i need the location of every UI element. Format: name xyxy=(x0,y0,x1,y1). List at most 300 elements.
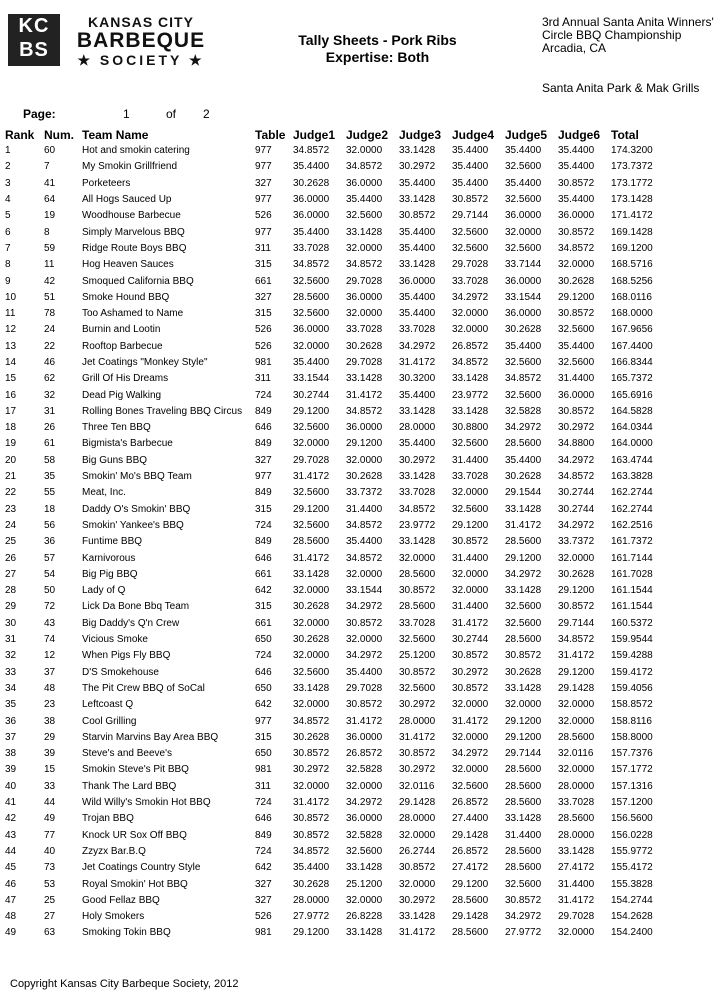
table-cell: 311 xyxy=(255,373,271,385)
total-cell: 159.4056 xyxy=(611,682,653,694)
judge1-cell: 34.8572 xyxy=(293,715,330,727)
venue-name: Santa Anita Park & Mak Grills xyxy=(542,81,700,95)
judge5-cell: 34.2972 xyxy=(505,568,542,580)
table-cell: 661 xyxy=(255,568,272,580)
page-total: 2 xyxy=(203,107,210,121)
judge5-cell: 28.5600 xyxy=(505,634,542,646)
judge3-cell: 30.2972 xyxy=(399,454,436,466)
judge4-cell: 31.4400 xyxy=(452,454,489,466)
judge1-cell: 32.5600 xyxy=(293,666,330,678)
team-name-cell: Rolling Bones Traveling BBQ Circus xyxy=(82,405,243,417)
rank-cell: 48 xyxy=(5,911,17,923)
judge6-cell: 35.4400 xyxy=(558,340,595,352)
judge3-cell: 35.4400 xyxy=(399,438,436,450)
judge3-cell: 29.1428 xyxy=(399,797,436,809)
judge6-cell: 36.0000 xyxy=(558,210,595,222)
team-number-cell: 46 xyxy=(44,357,56,368)
team-number-cell: 44 xyxy=(44,797,56,809)
rank-cell: 17 xyxy=(5,405,17,417)
judge4-cell: 31.4172 xyxy=(452,617,489,629)
judge1-cell: 36.0000 xyxy=(293,194,330,206)
table-cell: 977 xyxy=(255,226,272,238)
judge5-cell: 34.2972 xyxy=(505,911,542,923)
total-cell: 158.8000 xyxy=(611,731,653,743)
judge5-cell: 28.5600 xyxy=(505,862,542,874)
judge1-cell: 32.5600 xyxy=(293,422,330,434)
judge2-cell: 29.7028 xyxy=(346,682,383,694)
team-number-cell: 38 xyxy=(44,715,56,727)
team-name-cell: Smoking Tokin BBQ xyxy=(82,927,171,939)
table-cell: 724 xyxy=(255,519,272,531)
judge4-cell: 32.5600 xyxy=(452,226,489,238)
column-header: Table xyxy=(255,127,286,142)
judge1-cell: 32.0000 xyxy=(293,780,330,792)
team-name-cell: Ridge Route Boys BBQ xyxy=(82,242,187,254)
rank-cell: 12 xyxy=(5,324,17,336)
team-name-cell: Good Fellaz BBQ xyxy=(82,894,160,906)
table-cell: 724 xyxy=(255,389,272,401)
judge4-cell: 29.1428 xyxy=(452,829,489,841)
judge6-cell: 35.4400 xyxy=(558,194,595,206)
judge1-cell: 30.8572 xyxy=(293,829,330,841)
table-body xyxy=(5,143,671,942)
judge2-cell: 33.1428 xyxy=(346,927,383,939)
judge3-cell: 30.8572 xyxy=(399,862,436,874)
team-name-cell: D'S Smokehouse xyxy=(82,666,159,678)
table-row xyxy=(5,681,671,697)
total-cell: 165.6916 xyxy=(611,389,653,401)
judge2-cell: 35.4400 xyxy=(346,666,383,678)
total-cell: 159.4288 xyxy=(611,650,653,662)
judge2-cell: 29.1200 xyxy=(346,438,383,450)
judge6-cell: 32.0000 xyxy=(558,552,595,564)
team-number-cell: 7 xyxy=(44,161,50,173)
judge1-cell: 30.2744 xyxy=(293,389,330,401)
judge2-cell: 36.0000 xyxy=(346,291,383,303)
judge3-cell: 35.4400 xyxy=(399,389,436,401)
judge1-cell: 29.1200 xyxy=(293,927,330,939)
team-number-cell: 12 xyxy=(44,650,56,662)
kcbs-wordmark: KANSAS CITY BARBEQUE ★ SOCIETY ★ xyxy=(76,14,206,68)
judge3-cell: 33.1428 xyxy=(399,911,436,923)
total-cell: 155.4172 xyxy=(611,862,653,874)
judge2-cell: 36.0000 xyxy=(346,422,383,434)
judge6-cell: 30.8572 xyxy=(558,601,595,613)
table-cell: 977 xyxy=(255,471,272,483)
page-of: of xyxy=(166,107,177,121)
table-cell: 849 xyxy=(255,487,272,499)
judge5-cell: 30.8572 xyxy=(505,894,542,906)
table-row xyxy=(5,632,671,648)
judge3-cell: 33.1428 xyxy=(399,405,436,417)
judge4-cell: 33.7028 xyxy=(452,471,489,483)
judge2-cell: 30.8572 xyxy=(346,617,383,629)
judge6-cell: 29.7028 xyxy=(558,911,595,923)
total-cell: 173.1772 xyxy=(611,177,653,189)
rank-cell: 24 xyxy=(5,519,17,531)
team-name-cell: Jet Coatings Country Style xyxy=(82,862,201,874)
judge3-cell: 35.4400 xyxy=(399,242,436,254)
judge2-cell: 30.2628 xyxy=(346,471,383,483)
judge5-cell: 28.5600 xyxy=(505,536,542,548)
rank-cell: 19 xyxy=(5,438,17,450)
rank-cell: 16 xyxy=(5,389,17,401)
table-cell: 646 xyxy=(255,813,272,825)
rank-cell: 22 xyxy=(5,487,17,499)
judge5-cell: 29.1200 xyxy=(505,552,542,564)
table-row xyxy=(5,550,671,566)
judge2-cell: 33.1428 xyxy=(346,373,383,385)
judge4-cell: 27.4172 xyxy=(452,862,489,874)
team-number-cell: 58 xyxy=(44,454,56,466)
team-name-cell: Rooftop Barbecue xyxy=(82,340,163,352)
judge3-cell: 32.0000 xyxy=(399,878,436,890)
judge3-cell: 32.0000 xyxy=(399,829,436,841)
judge3-cell: 36.0000 xyxy=(399,275,436,287)
rank-cell: 40 xyxy=(5,780,17,792)
judge4-cell: 33.1428 xyxy=(452,373,489,385)
judge3-cell: 28.5600 xyxy=(399,601,436,613)
judge5-cell: 28.5600 xyxy=(505,438,542,450)
table-row xyxy=(5,143,671,159)
judge1-cell: 30.2628 xyxy=(293,177,330,189)
judge5-cell: 32.5600 xyxy=(505,601,542,613)
table-row xyxy=(5,648,671,664)
table-cell: 327 xyxy=(255,291,272,303)
table-row xyxy=(5,371,671,387)
judge2-cell: 33.7372 xyxy=(346,487,383,499)
judge6-cell: 33.7372 xyxy=(558,536,595,548)
table-cell: 327 xyxy=(255,878,272,890)
team-name-cell: Holy Smokers xyxy=(82,911,145,923)
judge3-cell: 30.2972 xyxy=(399,764,436,776)
table-row xyxy=(5,420,671,436)
table-row xyxy=(5,257,671,273)
judge4-cell: 30.2972 xyxy=(452,666,489,678)
kcbs-monogram: KC BS xyxy=(8,14,60,66)
judge1-cell: 33.1544 xyxy=(293,373,330,385)
judge2-cell: 33.1544 xyxy=(346,585,383,597)
judge2-cell: 31.4172 xyxy=(346,389,383,401)
judge4-cell: 26.8572 xyxy=(452,797,489,809)
total-cell: 156.5600 xyxy=(611,813,653,825)
team-number-cell: 60 xyxy=(44,145,56,157)
rank-cell: 4 xyxy=(5,194,11,206)
rank-cell: 10 xyxy=(5,291,17,303)
total-cell: 165.7372 xyxy=(611,373,653,385)
judge4-cell: 30.2744 xyxy=(452,634,489,646)
judge6-cell: 28.0000 xyxy=(558,829,595,841)
judge2-cell: 34.2972 xyxy=(346,797,383,809)
judge6-cell: 31.4172 xyxy=(558,650,595,662)
event-info: 3rd Annual Santa Anita Winners' Circle BBQ Championship Arcadia, CA xyxy=(542,15,714,55)
total-cell: 158.8116 xyxy=(611,715,652,727)
rank-cell: 32 xyxy=(5,650,17,662)
total-cell: 161.7144 xyxy=(611,552,653,564)
judge2-cell: 32.0000 xyxy=(346,308,383,320)
judge6-cell: 28.0000 xyxy=(558,780,595,792)
judge6-cell: 34.8800 xyxy=(558,438,595,450)
judge3-cell: 33.7028 xyxy=(399,617,436,629)
column-header: Judge3 xyxy=(399,127,442,142)
table-row xyxy=(5,387,671,403)
judge5-cell: 33.7144 xyxy=(505,259,542,271)
table-row xyxy=(5,795,671,811)
judge6-cell: 32.0116 xyxy=(558,748,594,760)
judge2-cell: 36.0000 xyxy=(346,177,383,189)
judge2-cell: 32.0000 xyxy=(346,454,383,466)
judge3-cell: 30.8572 xyxy=(399,210,436,222)
judge4-cell: 32.0000 xyxy=(452,308,489,320)
judge3-cell: 33.1428 xyxy=(399,145,436,157)
rank-cell: 6 xyxy=(5,226,11,238)
table-cell: 315 xyxy=(255,259,272,271)
rank-cell: 20 xyxy=(5,454,17,466)
team-name-cell: Smokin' Mo's BBQ Team xyxy=(82,471,192,483)
judge4-cell: 34.2972 xyxy=(452,291,489,303)
table-cell: 981 xyxy=(255,764,272,776)
judge2-cell: 31.4400 xyxy=(346,503,383,515)
team-name-cell: My Smokin Grillfriend xyxy=(82,161,178,173)
table-cell: 650 xyxy=(255,682,272,694)
team-name-cell: Lick Da Bone Bbq Team xyxy=(82,601,190,613)
table-cell: 642 xyxy=(255,699,272,711)
team-name-cell: Jet Coatings "Monkey Style" xyxy=(82,357,208,368)
judge1-cell: 32.5600 xyxy=(293,519,330,531)
judge3-cell: 33.1428 xyxy=(399,259,436,271)
judge1-cell: 29.1200 xyxy=(293,405,330,417)
judge3-cell: 35.4400 xyxy=(399,291,436,303)
judge1-cell: 31.4172 xyxy=(293,471,330,483)
rank-cell: 35 xyxy=(5,699,17,711)
total-cell: 171.4172 xyxy=(611,210,653,222)
judge5-cell: 32.0000 xyxy=(505,699,542,711)
judge6-cell: 32.0000 xyxy=(558,259,595,271)
judge5-cell: 31.4172 xyxy=(505,519,542,531)
team-number-cell: 11 xyxy=(44,259,55,271)
judge4-cell: 34.8572 xyxy=(452,357,489,368)
judge3-cell: 34.2972 xyxy=(399,340,436,352)
team-number-cell: 74 xyxy=(44,634,56,646)
table-row xyxy=(5,159,671,175)
judge6-cell: 30.2628 xyxy=(558,568,595,580)
judge5-cell: 28.5600 xyxy=(505,845,542,857)
judge5-cell: 32.5600 xyxy=(505,389,542,401)
column-header: Judge1 xyxy=(293,127,336,142)
judge5-cell: 35.4400 xyxy=(505,177,542,189)
table-cell: 311 xyxy=(255,242,271,254)
table-row xyxy=(5,730,671,746)
judge6-cell: 32.0000 xyxy=(558,927,595,939)
rank-cell: 49 xyxy=(5,927,17,939)
judge6-cell: 29.1200 xyxy=(558,291,595,303)
table-row xyxy=(5,876,671,892)
judge4-cell: 32.0000 xyxy=(452,731,489,743)
column-header: Judge5 xyxy=(505,127,548,142)
rank-cell: 34 xyxy=(5,682,17,694)
judge5-cell: 36.0000 xyxy=(505,275,542,287)
rank-cell: 46 xyxy=(5,878,17,890)
judge2-cell: 26.8572 xyxy=(346,748,383,760)
table-cell: 311 xyxy=(255,780,271,792)
judge4-cell: 32.0000 xyxy=(452,324,489,336)
table-cell: 646 xyxy=(255,666,272,678)
judge5-cell: 36.0000 xyxy=(505,308,542,320)
team-name-cell: Knock UR Sox Off BBQ xyxy=(82,829,187,841)
judge1-cell: 28.5600 xyxy=(293,291,330,303)
judge5-cell: 31.4400 xyxy=(505,829,542,841)
table-cell: 315 xyxy=(255,601,272,613)
table-cell: 724 xyxy=(255,845,272,857)
table-row xyxy=(5,273,671,289)
judge1-cell: 30.2628 xyxy=(293,731,330,743)
rank-cell: 13 xyxy=(5,340,17,352)
judge4-cell: 33.1428 xyxy=(452,405,489,417)
table-cell: 977 xyxy=(255,194,272,206)
team-number-cell: 73 xyxy=(44,862,56,874)
judge4-cell: 30.8572 xyxy=(452,194,489,206)
team-name-cell: Funtime BBQ xyxy=(82,536,143,548)
team-name-cell: Daddy O's Smokin' BBQ xyxy=(82,503,191,515)
total-cell: 161.7028 xyxy=(611,568,653,580)
judge5-cell: 30.2628 xyxy=(505,471,542,483)
team-number-cell: 50 xyxy=(44,585,56,597)
judge5-cell: 29.7144 xyxy=(505,748,542,760)
team-name-cell: Simply Marvelous BBQ xyxy=(82,226,185,238)
judge5-cell: 28.5600 xyxy=(505,780,542,792)
rank-cell: 39 xyxy=(5,764,17,776)
table-row xyxy=(5,534,671,550)
total-cell: 156.0228 xyxy=(611,829,653,841)
judge3-cell: 30.2972 xyxy=(399,699,436,711)
judge1-cell: 32.0000 xyxy=(293,340,330,352)
judge6-cell: 31.4172 xyxy=(558,894,595,906)
total-cell: 168.0000 xyxy=(611,308,653,320)
rank-cell: 9 xyxy=(5,275,11,287)
table-row xyxy=(5,567,671,583)
judge2-cell: 34.8572 xyxy=(346,405,383,417)
judge2-cell: 30.2628 xyxy=(346,340,383,352)
total-cell: 161.1544 xyxy=(611,585,653,597)
total-cell: 174.3200 xyxy=(611,145,653,157)
team-name-cell: Bigmista's Barbecue xyxy=(82,438,173,450)
tally-table xyxy=(5,126,671,942)
rank-cell: 30 xyxy=(5,617,17,629)
table-row xyxy=(5,453,671,469)
judge4-cell: 30.8572 xyxy=(452,682,489,694)
judge4-cell: 27.4400 xyxy=(452,813,489,825)
team-name-cell: Too Ashamed to Name xyxy=(82,308,184,320)
judge6-cell: 33.1428 xyxy=(558,845,595,857)
table-row xyxy=(5,436,671,452)
judge5-cell: 32.5828 xyxy=(505,405,542,417)
table-cell: 327 xyxy=(255,894,272,906)
judge5-cell: 28.5600 xyxy=(505,764,542,776)
judge2-cell: 31.4172 xyxy=(346,715,383,727)
judge5-cell: 32.5600 xyxy=(505,242,542,254)
rank-cell: 43 xyxy=(5,829,17,841)
table-cell: 661 xyxy=(255,275,272,287)
judge6-cell: 27.4172 xyxy=(558,862,595,874)
judge3-cell: 33.7028 xyxy=(399,324,436,336)
team-name-cell: Meat, Inc. xyxy=(82,487,126,499)
total-cell: 173.7372 xyxy=(611,161,653,173)
judge2-cell: 32.0000 xyxy=(346,242,383,254)
team-name-cell: Smokin' Yankee's BBQ xyxy=(82,519,184,531)
judge5-cell: 32.5600 xyxy=(505,878,542,890)
table-cell: 642 xyxy=(255,862,272,874)
table-row xyxy=(5,697,671,713)
team-number-cell: 39 xyxy=(44,748,56,760)
judge6-cell: 34.8572 xyxy=(558,242,595,254)
team-name-cell: Thank The Lard BBQ xyxy=(82,780,177,792)
team-name-cell: Grill Of His Dreams xyxy=(82,373,169,385)
judge4-cell: 33.7028 xyxy=(452,275,489,287)
rank-cell: 45 xyxy=(5,862,17,874)
team-number-cell: 53 xyxy=(44,878,56,890)
team-number-cell: 62 xyxy=(44,373,56,385)
team-number-cell: 25 xyxy=(44,894,56,906)
total-cell: 159.4172 xyxy=(611,666,653,678)
judge5-cell: 32.5600 xyxy=(505,617,542,629)
judge4-cell: 28.5600 xyxy=(452,927,489,939)
team-number-cell: 57 xyxy=(44,552,56,564)
judge4-cell: 35.4400 xyxy=(452,145,489,157)
table-cell: 526 xyxy=(255,911,272,923)
judge3-cell: 30.8572 xyxy=(399,585,436,597)
column-header: Judge2 xyxy=(346,127,389,142)
column-header: Team Name xyxy=(82,127,149,142)
judge4-cell: 31.4172 xyxy=(452,715,489,727)
team-number-cell: 35 xyxy=(44,471,56,483)
judge2-cell: 32.0000 xyxy=(346,568,383,580)
total-cell: 163.4744 xyxy=(611,454,653,466)
total-cell: 163.3828 xyxy=(611,471,653,483)
table-cell: 327 xyxy=(255,454,272,466)
team-name-cell: When Pigs Fly BBQ xyxy=(82,650,171,662)
judge2-cell: 32.0000 xyxy=(346,145,383,157)
judge3-cell: 32.0000 xyxy=(399,552,436,564)
total-cell: 162.2744 xyxy=(611,487,653,499)
judge1-cell: 32.0000 xyxy=(293,585,330,597)
judge1-cell: 34.8572 xyxy=(293,845,330,857)
judge5-cell: 30.2628 xyxy=(505,324,542,336)
judge6-cell: 29.1428 xyxy=(558,682,595,694)
judge6-cell: 29.1200 xyxy=(558,585,595,597)
total-cell: 162.2516 xyxy=(611,519,653,531)
table-row xyxy=(5,241,671,257)
rank-cell: 27 xyxy=(5,568,17,580)
total-cell: 157.1772 xyxy=(611,764,653,776)
judge3-cell: 33.1428 xyxy=(399,194,436,206)
table-cell: 977 xyxy=(255,161,272,173)
table-cell: 526 xyxy=(255,210,272,222)
judge6-cell: 32.0000 xyxy=(558,715,595,727)
judge2-cell: 25.1200 xyxy=(346,878,383,890)
judge2-cell: 32.5828 xyxy=(346,764,383,776)
judge4-cell: 29.1428 xyxy=(452,911,489,923)
team-number-cell: 36 xyxy=(44,536,56,548)
total-cell: 168.5716 xyxy=(611,259,653,271)
table-header-row xyxy=(5,126,671,143)
judge1-cell: 35.4400 xyxy=(293,161,330,173)
judge3-cell: 30.2972 xyxy=(399,161,436,173)
judge6-cell: 30.2972 xyxy=(558,422,595,434)
table-cell: 849 xyxy=(255,829,272,841)
judge3-cell: 28.5600 xyxy=(399,568,436,580)
judge4-cell: 32.0000 xyxy=(452,487,489,499)
team-number-cell: 77 xyxy=(44,829,56,841)
